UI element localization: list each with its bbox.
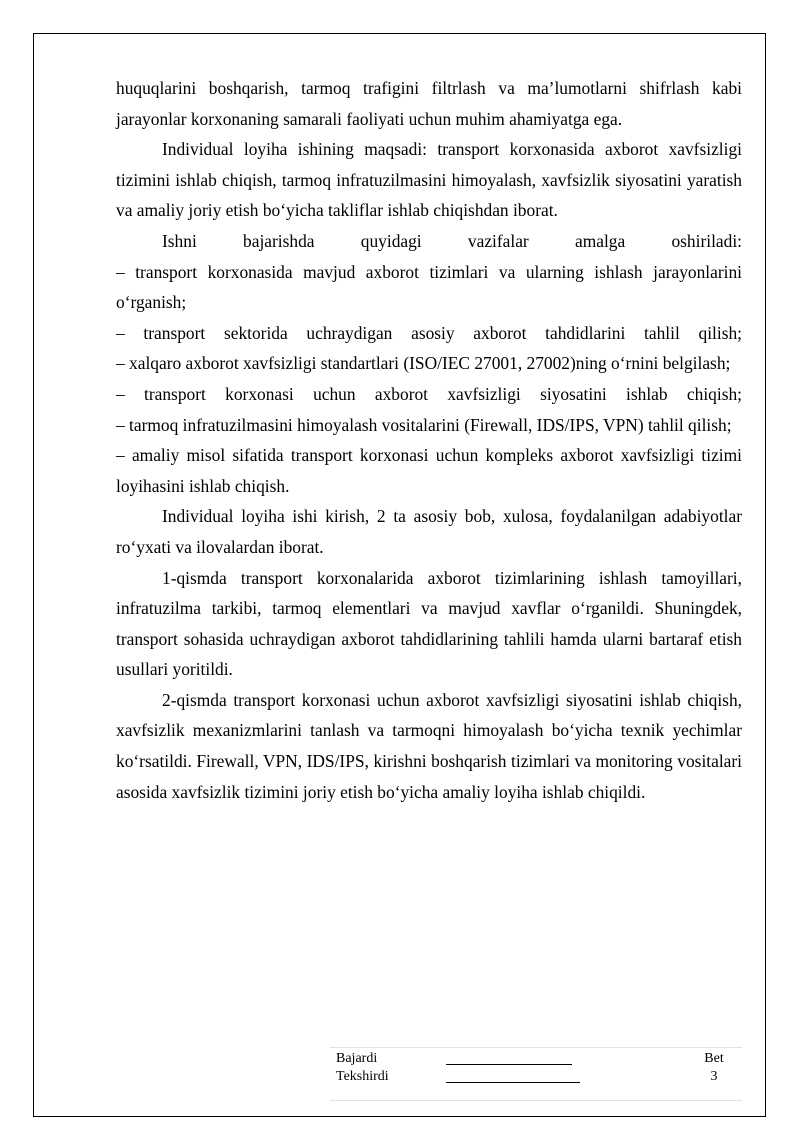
footer-row-bajardi bbox=[330, 1050, 742, 1068]
bajardi-signature-line bbox=[446, 1050, 572, 1065]
paragraph-part-2: 2-qismda transport korxonasi uchun axborot xavfsizligi siyosatini ishlab chiqish, xavfsizlik mexanizmlarini tanlash va tarmoqni himoyalash bo‘yicha texnik yechimlar ko‘rsatildi. Firewall, VPN, IDS/IPS, kirishni boshqarish tizimlari va monitoring vositalari asosida xavfsizlik tizimini joriy etish bo‘yicha amaliy loyiha ishlab chiqildi. bbox=[116, 689, 742, 802]
list-item-task-6: – amaliy misol sifatida transport korxonasi uchun kompleks axborot xavfsizligi tizimi loyihasini ishlab chiqish. bbox=[116, 445, 742, 496]
paragraph-structure: Individual loyiha ishi kirish, 2 ta asosiy bob, xulosa, foydalanilgan adabiyotlar ro‘yxati va ilovalardan iborat. bbox=[116, 506, 742, 557]
list-item-task-1: – transport korxonasida mavjud axborot tizimlari va ularning ishlash jarayonlarini o‘rganish; bbox=[116, 261, 742, 313]
bajardi-label: Bajardi bbox=[336, 1051, 378, 1066]
tekshirdi-label: Tekshirdi bbox=[336, 1069, 389, 1084]
tekshirdi-signature-line bbox=[446, 1068, 580, 1083]
paragraph-intro-continuation: huquqlarini boshqarish, tarmoq trafigini filtrlash va ma’lumotlarni shifrlash kabi jarayonlar korxonaning samarali faoliyati uchun muhim ahamiyatga ega. bbox=[116, 78, 742, 129]
list-item-task-4: – transport korxonasi uchun axborot xavfsizligi siyosatini ishlab chiqish; bbox=[116, 383, 742, 404]
list-item-task-2: – transport sektorida uchraydigan asosiy axborot tahdidlarini tahlil qilish; bbox=[116, 322, 742, 343]
page-footer-stamp bbox=[330, 1047, 742, 1101]
footer-row-tekshirdi bbox=[330, 1068, 742, 1086]
paragraph-part-1: 1-qismda transport korxonalarida axborot tizimlarining ishlash tamoyillari, infratuzilma tarkibi, tarmoq elementlari va mavjud xavflar o‘rganildi. Shuningdek, transport sohasida uchraydigan axborot tahdidlarining tahlili hamda ularni bartaraf etish usullari yoritildi. bbox=[116, 567, 742, 680]
page-number: 3 bbox=[710, 1069, 718, 1084]
paragraph-tasks-heading: Ishni bajarishda quyidagi vazifalar amalga oshiriladi: bbox=[162, 230, 742, 251]
bet-label: Bet bbox=[704, 1051, 724, 1066]
paragraph-goal: Individual loyiha ishining maqsadi: transport korxonasida axborot xavfsizligi tizimini ishlab chiqish, tarmoq infratuzilmasini himoyalash, xavfsizlik siyosatini yaratish va amaliy joriy etish bo‘yicha takliflar ishlab chiqishdan iborat. bbox=[116, 139, 742, 221]
list-item-task-3: – xalqaro axborot xavfsizligi standartlari (ISO/IEC 27001, 27002)ning o‘rnini belgilash; bbox=[116, 353, 731, 374]
list-item-task-5: – tarmoq infratuzilmasini himoyalash vositalarini (Firewall, IDS/IPS, VPN) tahlil qilish; bbox=[116, 414, 732, 435]
document-body bbox=[116, 73, 742, 807]
